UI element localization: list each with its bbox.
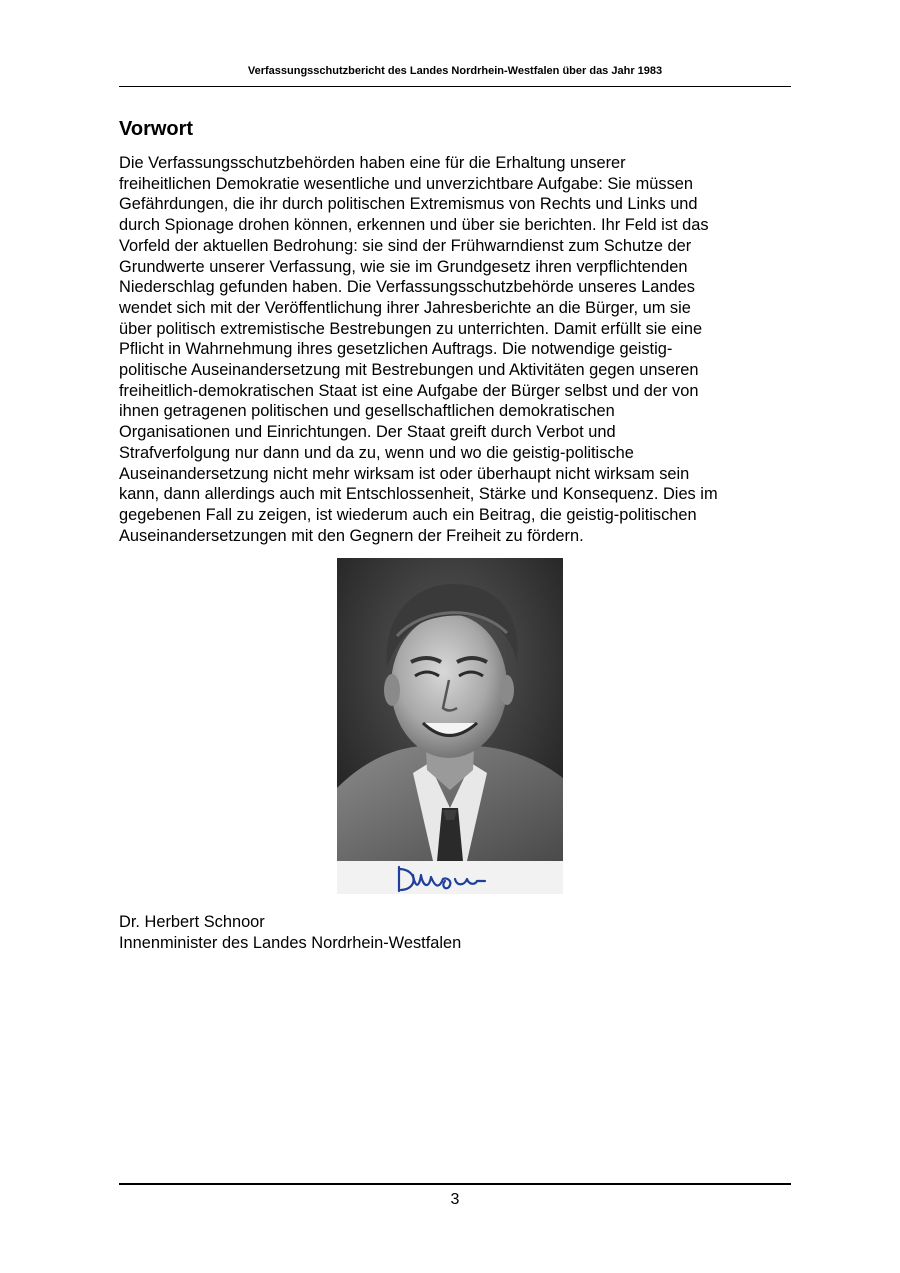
page-title: Vorwort bbox=[119, 118, 194, 140]
paragraph-line: Auseinandersetzungen mit den Gegnern der Freiheit zu fördern. bbox=[119, 526, 584, 545]
signatory-name: Dr. Herbert Schnoor bbox=[119, 913, 265, 931]
paragraph-line: gegebenen Fall zu zeigen, ist wiederum auch ein Beitrag, die geistig-politischen bbox=[119, 505, 697, 524]
portrait-image bbox=[337, 558, 563, 861]
portrait-photo bbox=[337, 558, 563, 894]
paragraph-line: durch Spionage drohen können, erkennen und über sie berichten. Ihr Feld ist das bbox=[119, 216, 709, 235]
paragraph-line: Organisationen und Einrichtungen. Der Staat greift durch Verbot und bbox=[119, 423, 616, 442]
running-header: Verfassungsschutzbericht des Landes Nordrhein-Westfalen über das Jahr 1983 bbox=[247, 65, 663, 77]
footer-rule bbox=[119, 1183, 791, 1185]
signatory-block bbox=[119, 912, 461, 954]
paragraph-line: wendet sich mit der Veröffentlichung ihrer Jahresberichte an die Bürger, um sie bbox=[119, 298, 691, 317]
paragraph-line: kann, dann allerdings auch mit Entschlossenheit, Stärke und Konsequenz. Dies im bbox=[119, 485, 718, 504]
signature-area bbox=[337, 861, 563, 894]
foreword-paragraph bbox=[119, 153, 791, 546]
paragraph-line: Gefährdungen, die ihr durch politischen Extremismus von Rechts und Links und bbox=[119, 195, 698, 214]
paragraph-line: Strafverfolgung nur dann und da zu, wenn und wo die geistig-politische bbox=[119, 443, 634, 462]
paragraph-line: über politisch extremistische Bestrebungen zu unterrichten. Damit erfüllt sie eine bbox=[119, 319, 703, 338]
page-number: 3 bbox=[450, 1191, 460, 1208]
paragraph-line: Auseinandersetzung nicht mehr wirksam ist oder überhaupt nicht wirksam sein bbox=[119, 464, 690, 483]
paragraph-line: Die Verfassungsschutzbehörden haben eine für die Erhaltung unserer bbox=[119, 154, 626, 172]
paragraph-line: Vorfeld der aktuellen Bedrohung: sie sind der Frühwarndienst zum Schutze der bbox=[119, 236, 692, 255]
paragraph-line: politische Auseinandersetzung mit Bestrebungen und Aktivitäten gegen unseren bbox=[119, 361, 699, 380]
header-rule bbox=[119, 86, 791, 87]
paragraph-line: Niederschlag gefunden haben. Die Verfassungsschutzbehörde unseres Landes bbox=[119, 278, 695, 297]
handwritten-signature bbox=[337, 861, 563, 894]
paragraph-line: Grundwerte unserer Verfassung, wie sie im Grundgesetz ihren verpflichtenden bbox=[119, 257, 688, 276]
paragraph-line: freiheitlich-demokratischen Staat ist eine Aufgabe der Bürger selbst und der von bbox=[119, 381, 699, 400]
paragraph-line: Pflicht in Wahrnehmung ihres gesetzlichen Auftrags. Die notwendige geistig- bbox=[119, 340, 673, 359]
paragraph-line: ihnen getragenen politischen und gesellschaftlichen demokratischen bbox=[119, 402, 615, 421]
signatory-position: Innenminister des Landes Nordrhein-Westfalen bbox=[119, 934, 462, 952]
paragraph-line: freiheitlichen Demokratie wesentliche und unverzichtbare Aufgabe: Sie müssen bbox=[119, 174, 693, 193]
